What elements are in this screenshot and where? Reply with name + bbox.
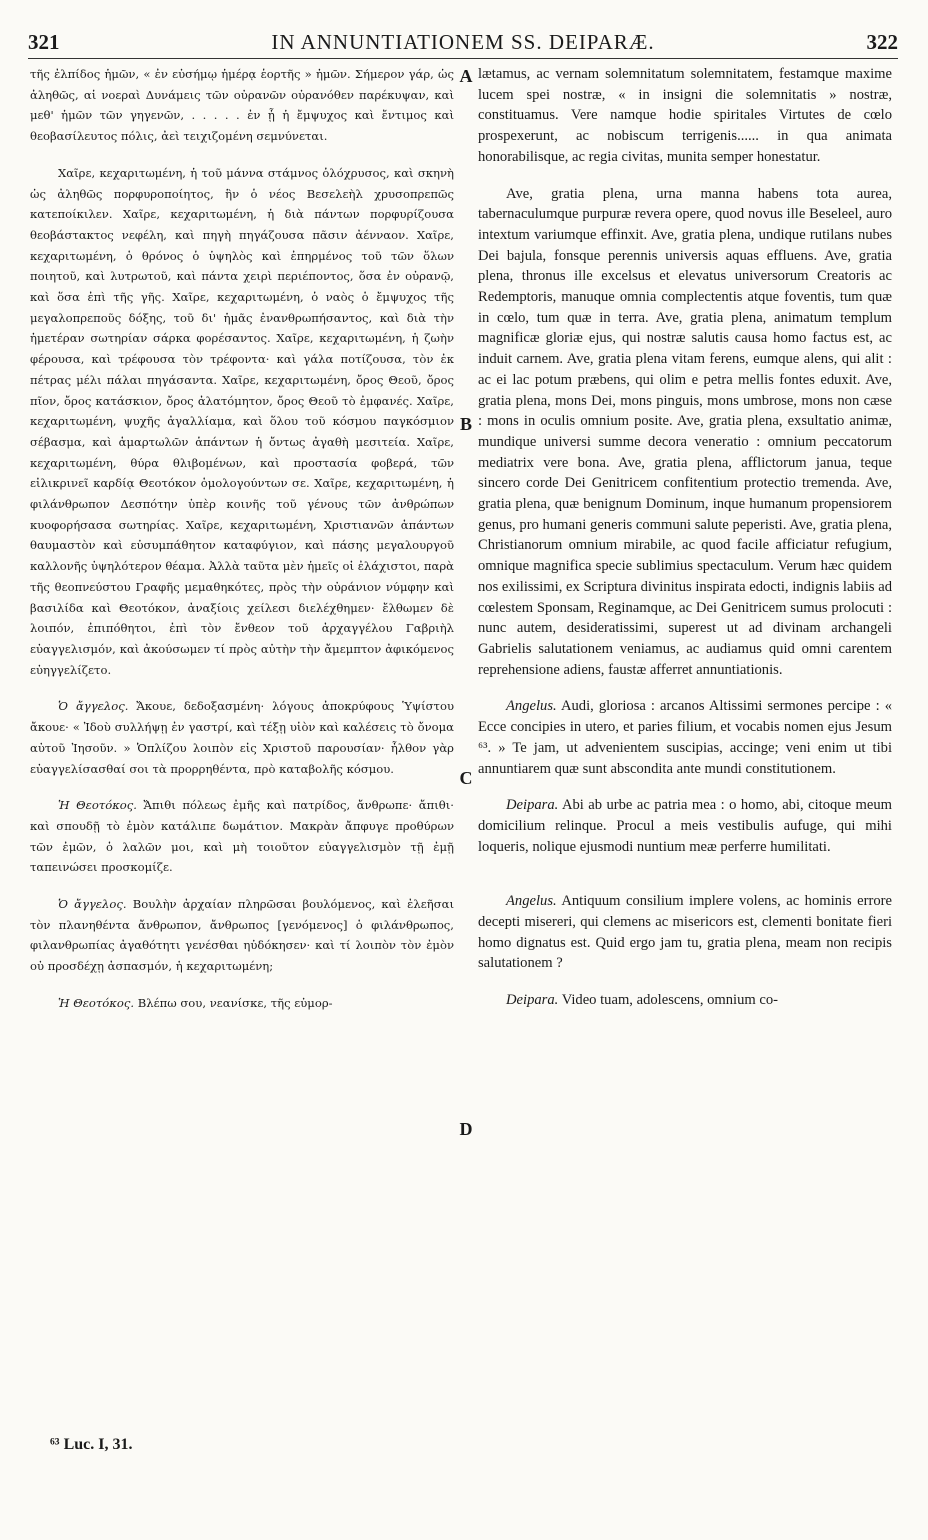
latin-column bbox=[478, 64, 892, 1027]
paragraph-gap bbox=[478, 873, 892, 891]
dialogue-text: Antiquum consilium implere volens, ac hominis errore decepti misereri, qui clemens ac misericors est, clementi bonitate fieri homo dignatus est. Quid ergo jam tu, gratia plena, meam non recipis salutationem ? bbox=[478, 893, 893, 972]
greek-paragraph bbox=[30, 993, 454, 1014]
speaker-label: Ὁ ἄγγελος. bbox=[58, 897, 127, 912]
speaker-label: Ὁ ἄγγελος. bbox=[58, 699, 129, 714]
running-title: IN ANNUNTIATIONEM SS. DEIPARÆ. bbox=[271, 30, 655, 54]
running-header bbox=[28, 28, 898, 59]
section-marker-a: A bbox=[459, 66, 473, 86]
greek-column bbox=[30, 64, 454, 1030]
latin-paragraph bbox=[478, 891, 892, 974]
greek-paragraph: Χαῖρε, κεχαριτωμένη, ἡ τοῦ μάννα στάμνος ὁλόχρυσος, καὶ σκηνὴ ὡς ἀληθῶς πορφυροποίητος, ἣν ὁ νέος Βεσελεὴλ χρυσοπρεπῶς κατεποίκιλεν. Χαῖρε, κεχαριτωμένη, ἡ διὰ πάντων πορφυρίζουσα θεοβάστακτος νεφέλη, καὶ πηγὴ πηγάζουσα πᾶσιν ἀένναον. Χαῖρε, κεχαριτωμένη, ὁ θρόνος ὁ ὑψηλὸς καὶ ἐπηρμένος τοῦ τῶν ὅλων ποιητοῦ, καὶ λυτρωτοῦ, καὶ πάντα χειρὶ περιέποντος, ὅσα ἐν οὐρανῷ, καὶ ὅσα ἐπὶ τῆς γῆς. Χαῖρε, κεχαριτωμένη, ὁ ναὸς ὁ ἔμψυχος τῆς μεγαλοπρεποῦς δόξης, τοῦ δι' ἡμᾶς ἐνανθρωπήσαντος, καὶ διὰ τὴν ἡμετέραν σωτηρίαν σάρκα φορέσαντος. Χαῖρε, κεχαριτωμένη, ἡ ζωὴν φέρουσα, καὶ τρέφουσα τὸν τρέφοντα· καὶ γάλα ποτίζουσα, τὸν ἐκ πέτρας μέλι πάλαι πηγάσαντα. Χαῖρε, κεχαριτωμένη, ὄρος Θεοῦ, ὄρος πῖον, ὄρος κατάσκιον, ὄρος ἀλατόμητον, ὄρος Θεοῦ τὸ ἐμφανές. Χαῖρε, κεχαριτωμένη, ψυχῆς ἀγαλλίαμα, καὶ ὅλου τοῦ κόσμου παγκόσμιον σέβασμα, καὶ ἁμαρτωλῶν ἁπάντων ἡ ὄντως ἀγαθὴ μεσιτεία. Χαῖρε, κεχαριτωμένη, θύρα θλιβομένων, καὶ προστασία φοβερά, τῶν εἰλικρινεῖ καρδίᾳ Θεοτόκον ὁμολογούντων σε. Χαῖρε, κεχαριτωμένη, ἡ φιλάνθρωπον Δεσπότην ὑπὲρ κοινῆς τοῦ γένους τῶν ἀνθρώπων κυοφορήσασα σωτηρίας. Χαῖρε, κεχαριτωμένη, Χριστιανῶν ἁπάντων θαυμαστὸν καὶ εὐσυμπάθητον καταφύγιον, καὶ πάσης μεγαλουργοῦ καλλονῆς ὑψηλότερον θέαμα. Ἀλλὰ ταῦτα μὲν ἡμεῖς οἱ ἐλάχιστοι, παρὰ τῆς θεοπνεύστου Γραφῆς μεμαθηκότες, πρὸς τὴν οὐράνιον νύμφην καὶ βασιλίδα καὶ Θεοτόκον, ἀναξίοις χείλεσι διελέχθημεν· ἔλθωμεν δὲ λοιπόν, ἐπιπόθητοι, ἐπὶ τὸν ἔνθεον τοῦ ἀρχαγγέλου Γαβριὴλ εὐαγγελισμόν, καὶ ἀκούσωμεν τί πρὸς αὐτὴν τὴν ἄμεμπτον ἀφικόμενος εὐηγγελίζετο. bbox=[30, 165, 454, 677]
dialogue-text: Abi ab urbe ac patria mea : o homo, abi, citoque meum domicilium relinque. Procul a meis vestibulis aufuge, qui mihi loqueris, nolique ejusmodi nuntium meæ perferre humilitati. bbox=[478, 797, 892, 855]
greek-paragraph bbox=[30, 696, 454, 779]
greek-paragraph bbox=[30, 894, 454, 977]
speaker-label: Deipara. bbox=[506, 992, 559, 1009]
speaker-label: Angelus. bbox=[506, 893, 557, 910]
latin-paragraph bbox=[478, 795, 892, 857]
dialogue-text: Ἄπιθι πόλεως ἐμῆς καὶ πατρίδος, ἄνθρωπε· ἄπιθι· καὶ σπουδῇ τὸ ἐμὸν κατάλιπε δωμάτιον. Μακρὰν ἄπφυγε προθύρων τῶν ἐμῶν, ὁ λαλῶν μοι, καὶ μὴ τοιοῦτον εὐαγγελισμὸν τῇ ἐμῇ ταπεινώσει προσκομίζε. bbox=[30, 798, 454, 875]
latin-paragraph bbox=[478, 696, 892, 779]
speaker-label: Deipara. bbox=[506, 797, 559, 814]
latin-paragraph: Ave, gratia plena, urna manna habens tota aurea, tabernaculumque purpuræ revera opere, quod novus ille Beseleel, auro intextum variumque effinxit. Ave, gratia plena, undique rutilans nubes Dei bajula, fonsque perennis universis aquas effluens. Ave, gratia plena, thronus ille excelsus et elevatus universorum Creatoris ac Redemptoris, manuque omnia complectentis atque foventis, tum quæ in cœlo, tum quæ in terra. Ave, gratia plena, animatum templum magnificæ gloriæ ejus, qui nostræ salutis causa homo factus est, ac induit carnem. Ave, gratia plena vitam ferens, eumque alens, qui alit : ac ei lac potum præbens, qui olim e petra mellis fontes eduxit. Ave, gratia plena, mons Dei, mons pinguis, mons umbrose, mons non cæse : mons in oculis omnium posite. Ave, gratia plena, exsultatio animæ, mundique universi summe decora veneratio : omnium peccatorum mediatrix vere bona. Ave, gratia plena, afflictorum janua, teque sincero corde Dei Genitricem confitentium protectio tremenda. Ave, gratia plena, quæ benignum Dominum, inque humanum propensiorem genus, pro humani generis communi salute peperisti. Ave, gratia plena, Christianorum omnium mirabile, ac quod facile afficiatur refugium, omnique magnifica specie sublimius spectaculum. Verum hæc quidem nos exilissimi, ex Scriptura divinitus inspirata edocti, indignis labiis ad cœlestem Sponsam, Reginamque, ac Dei Genitricem sumus prolocuti : nunc autem, desideratissimi, superest ut ad divinam archangeli Gabrielis salutationem veniamus, ac audiamus quid omni carentem reprehensione adiens, faustæ afferret annuntiationis. bbox=[478, 185, 892, 678]
dialogue-text: Video tuam, adolescens, omnium co- bbox=[561, 992, 779, 1009]
dialogue-text: Ἄκουε, δεδοξασμένη· λόγους ἀποκρύφους Ὑψίστου ἄκουε· « Ἰδοὺ συλλήψῃ ἐν γαστρί, καὶ τέξῃ υἱὸν καὶ καλέσεις τὸ ὄνομα αὐτοῦ Ἰησοῦν. » Ὁπλίζου λοιπὸν εἰς Χριστοῦ παρουσίαν· ἦλθον γὰρ εὐαγγελίσασθαί σοι τὰ προρρηθέντα, πρὸ καταβολῆς κόσμου. bbox=[30, 699, 454, 776]
footnote: ⁶³ Luc. I, 31. bbox=[50, 1436, 133, 1453]
latin-paragraph bbox=[478, 990, 892, 1011]
speaker-label: Angelus. bbox=[506, 698, 557, 715]
speaker-label: Ἡ Θεοτόκος. bbox=[58, 995, 135, 1010]
greek-paragraph: τῆς ἐλπίδος ἡμῶν, « ἐν εὐσήμῳ ἡμέρᾳ ἑορτῆς » ἡμῶν. Σήμερον γάρ, ὡς ἀληθῶς, αἱ νοεραὶ Δυνάμεις τῶν οὐρανῶν οὐρανόθεν παρέκυψαν, καὶ μεθ' ἡμῶν τῶν γηγενῶν, . . . . . ἐν ᾗ ἡ ἔμψυχος καὶ ἔντιμος καὶ θεοβασίλευτος πόλις, ἀεὶ τειχιζομένη σεμνύνεται. bbox=[30, 67, 454, 144]
speaker-label: Ἡ Θεοτόκος. bbox=[58, 798, 137, 813]
section-marker-d: D bbox=[459, 1119, 473, 1139]
greek-paragraph bbox=[30, 795, 454, 878]
section-marker-b: B bbox=[459, 414, 472, 434]
dialogue-text: Audi, gloriosa : arcanos Altissimi sermones percipe : « Ecce concipies in utero, et paries filium, et vocabis nomen ejus Jesum ⁶³. » Te jam, ut advenientem suscipias, accinge; veni enim ut tibi annuntiarem quæ sunt abscondita ante mundi constitutionem. bbox=[478, 698, 893, 777]
section-marker-c: C bbox=[459, 768, 473, 788]
page-number-right: 322 bbox=[866, 30, 898, 54]
dialogue-text: Βλέπω σου, νεανίσκε, τῆς εὐμορ- bbox=[137, 995, 333, 1010]
dialogue-text: Βουλὴν ἀρχαίαν πληρῶσαι βουλόμενος, καὶ ἐλεῆσαι τὸν πλανηθέντα ἄνθρωπον, ἄνθρωπος [γενόμενος] ὁ φιλάνθρωπος, φιλανθρωπίας ἀγαθότητι γενέσθαι ηὐδόκησεν· καὶ τί λοιπὸν τὸν ἐμὸν οὐ προσδέχῃ ἀσπασμόν, ἡ κεχαριτωμένη; bbox=[30, 897, 454, 974]
page-number-left: 321 bbox=[28, 30, 60, 54]
latin-paragraph: lætamus, ac vernam solemnitatum solemnitatem, festamque maxime lucem spei nostræ, « in insigni die solemnitatis » nostræ, constituamus. Vere namque hodie spiritales Virtutes de cœlo prospexerunt, ac nobiscum terrigenis...... in qua animata honorabilisque, ac regia civitas, munita semper honestatur. bbox=[478, 66, 892, 165]
